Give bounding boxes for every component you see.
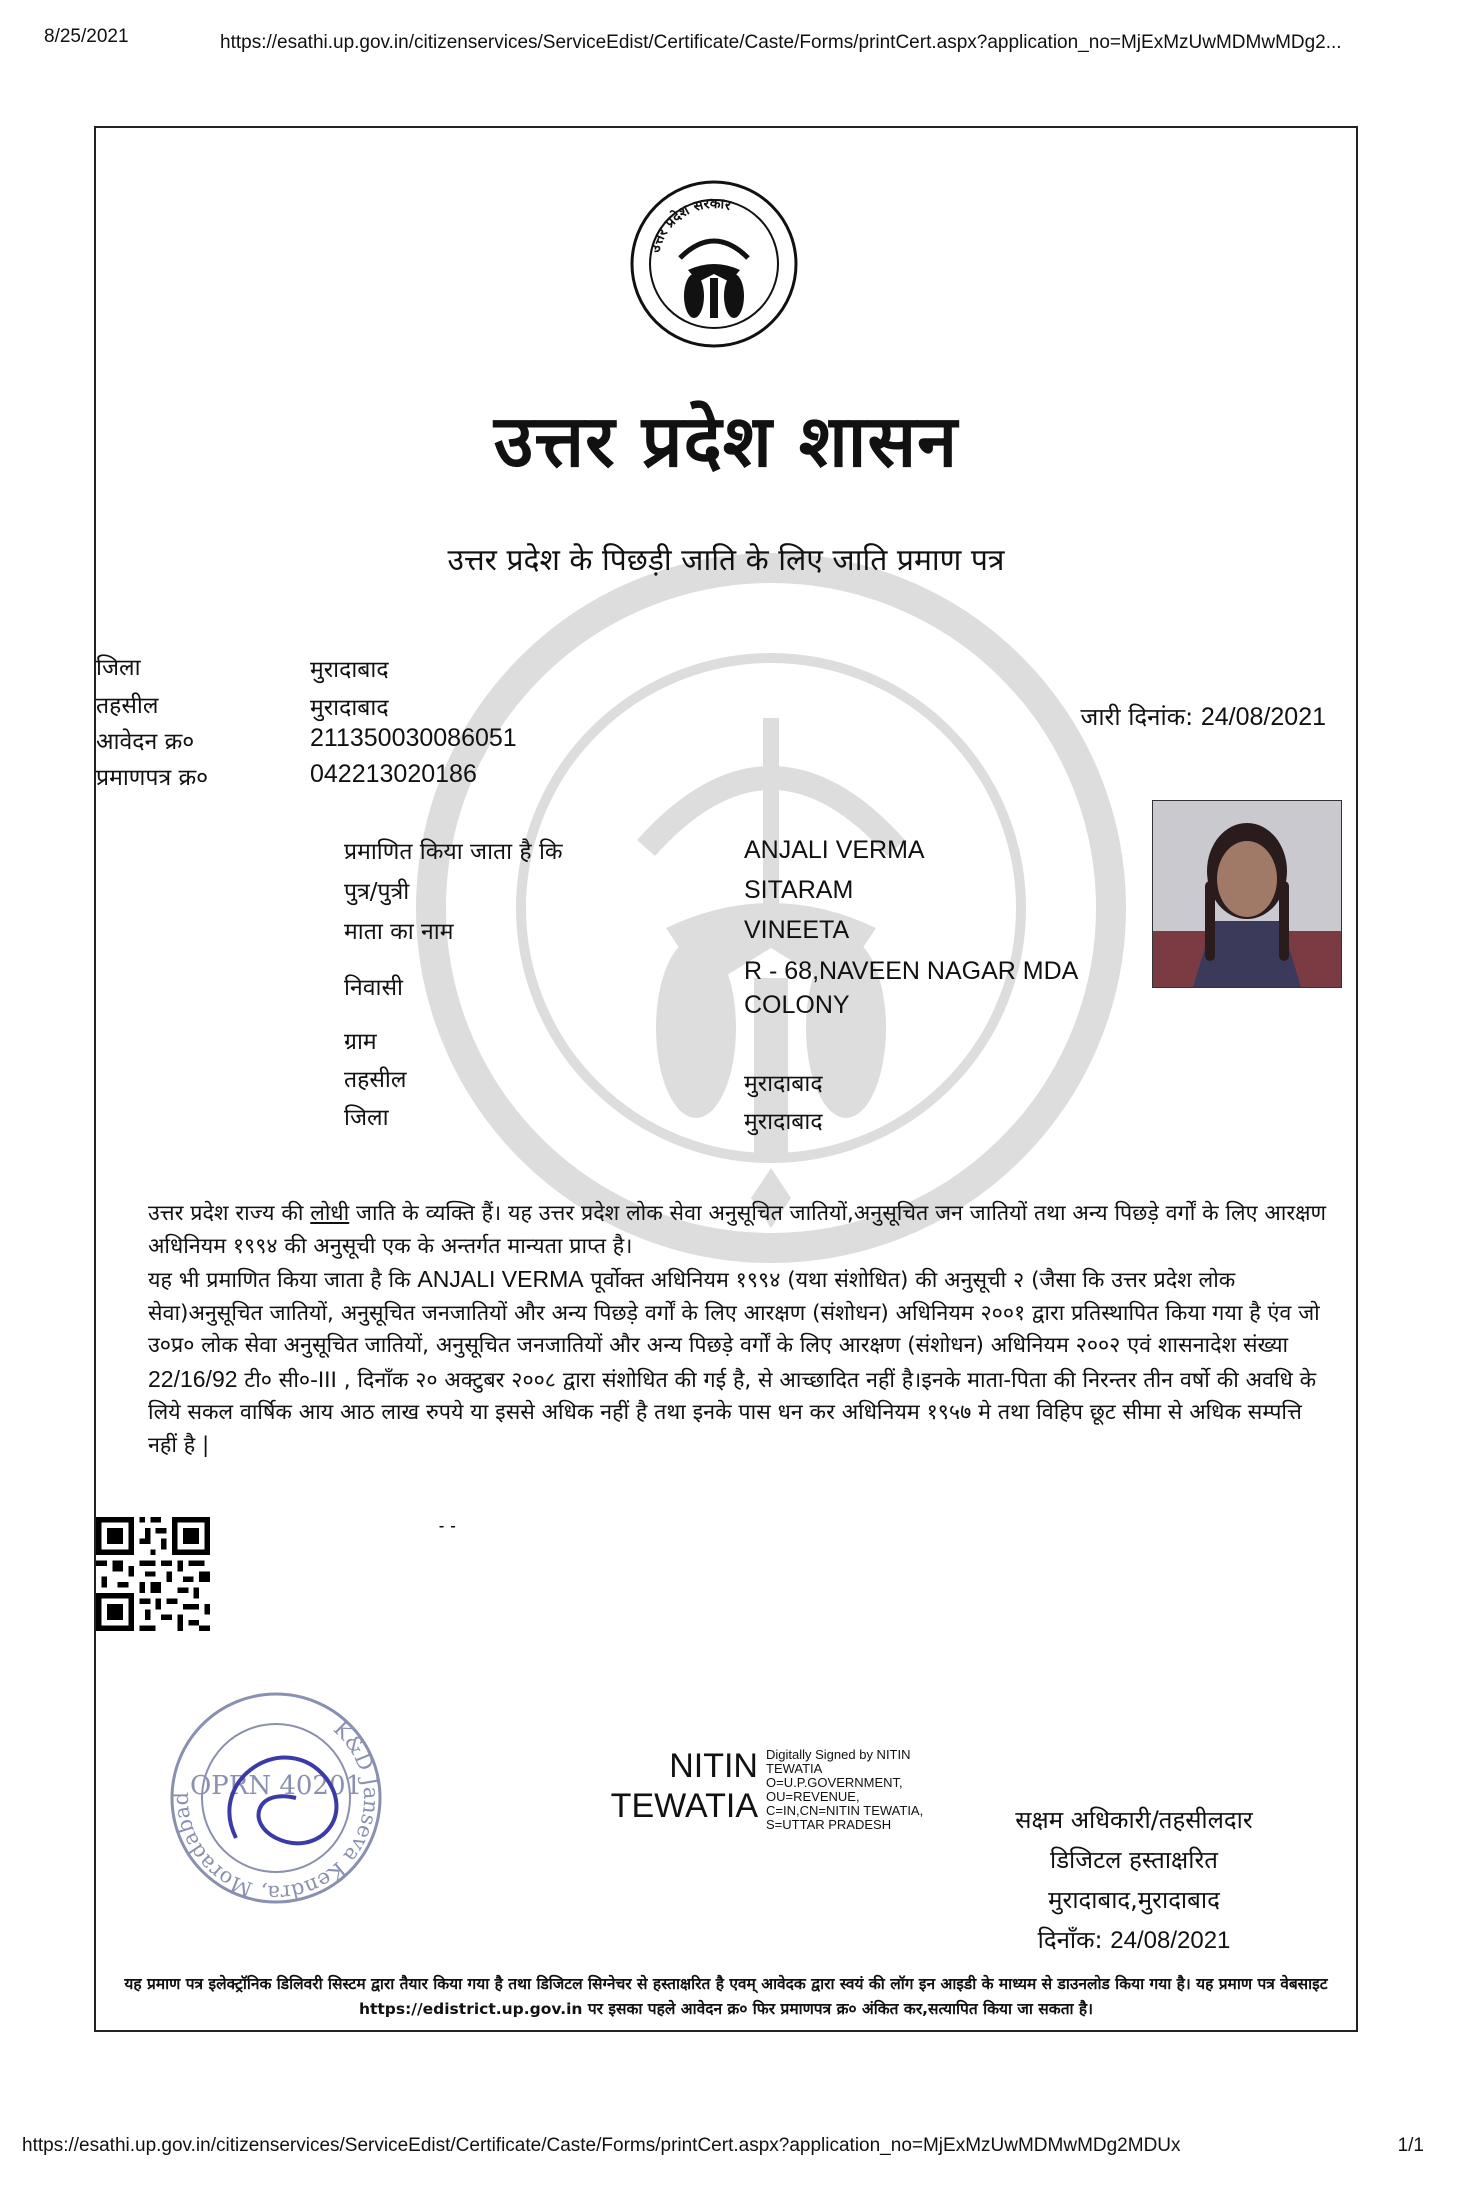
district-value: मुरादाबाद — [310, 657, 389, 683]
person-tehsil-value: मुरादाबाद — [744, 1071, 823, 1097]
stray-mark: ⁃ ⁃ — [438, 1520, 457, 1536]
digital-signature-detail: Digitally Signed by NITIN TEWATIA O=U.P.GOVERNMENT, OU=REVENUE, C=IN,CN=NITIN TEWATIA, S=UTTAR PRADESH — [766, 1747, 924, 1832]
print-url[interactable]: https://esathi.up.gov.in/citizenservices/ServiceEdist/Certificate/Caste/Forms/printCert.aspx?application_no=MjExMzUwMDMwMDg2... — [220, 32, 1342, 53]
parent-label: पुत्र/पुत्री — [344, 879, 410, 905]
footer-url[interactable]: https://esathi.up.gov.in/citizenservices/ServiceEdist/Certificate/Caste/Forms/printCert.aspx?application_no=MjExMzUwMDMwMDg2MDUx — [22, 2135, 1181, 2156]
stamp-code: OPRN 40201 — [189, 1771, 363, 1801]
applicant-photo — [1152, 800, 1342, 988]
certificate — [94, 126, 1358, 2032]
para2-applicant-name: ANJALI VERMA — [417, 1266, 584, 1292]
certificate-subtitle: उत्तर प्रदेश के पिछड़ी जाति के लिए जाति प्रमाण पत्र — [447, 543, 1005, 578]
up-government-emblem — [628, 178, 800, 350]
go-number: 22/16/92 — [148, 1365, 238, 1392]
certificate-number-value: 042213020186 — [310, 760, 477, 788]
authority-signature: डिजिटल हस्ताक्षरित — [1050, 1846, 1218, 1874]
village-label: ग्राम — [344, 1029, 377, 1055]
para2-mid: पूर्वोक्त अधिनियम १९९४ (यथा संशोधित) की अनुसूची २ (जैसा कि उत्तर प्रदेश लोक सेवा)अनुसूचित जातियों, अनुसूचित जनजातियों और अन्य पिछड़े वर्गों के लिए आरक्षण (संशोधन) अधिनियम २००१ द्वारा प्रतिस्थापित किया गया है एंव जो उ०प्र० लोक सेवा अनुसूचित जातियों, अनुसूचित जनजातियों और अन्य पिछड़े वर्गों के लिए आरक्षण (संशोधन) अधिनियम २००२ एवं शासनादेश संख्या — [148, 1268, 1320, 1358]
issue-date-label: जारी दिनांक: — [1080, 703, 1194, 731]
para1-prefix: उत्तर प्रदेश राज्य की — [148, 1201, 304, 1226]
caste-paragraph — [148, 1198, 1328, 1263]
district-label: जिला — [96, 655, 141, 681]
application-number-label: आवेदन क्र० — [96, 729, 195, 755]
certificate-title: उत्तर प्रदेश शासन — [493, 398, 959, 483]
authority-date-label: दिनाँक: — [1037, 1926, 1103, 1954]
stamp-text: K&D Janseva Kendra, Moradabad — [168, 1716, 384, 1906]
tehsil-label: तहसील — [96, 693, 159, 719]
authority-date — [984, 1920, 1284, 1961]
signer-name-line2: TEWATIA — [610, 1787, 758, 1825]
father-name: SITARAM — [744, 876, 854, 904]
certificate-number-label: प्रमाणपत्र क्र० — [96, 765, 209, 791]
applicant-name: ANJALI VERMA — [744, 836, 925, 864]
janseva-kendra-stamp — [166, 1688, 386, 1908]
authority-date-value: 24/08/2021 — [1110, 1927, 1231, 1954]
person-tehsil-label: तहसील — [344, 1067, 407, 1093]
mother-name: VINEETA — [744, 916, 850, 944]
qr-code[interactable] — [96, 1517, 210, 1631]
caste-name: लोधी — [310, 1201, 350, 1226]
authority-title: सक्षम अधिकारी/तहसीलदार — [1015, 1806, 1253, 1834]
person-district-label: जिला — [344, 1105, 389, 1131]
authority-place: मुरादाबाद,मुरादाबाद — [1048, 1886, 1220, 1914]
signer-name-line1: NITIN — [669, 1747, 758, 1785]
page-number: 1/1 — [1397, 2135, 1424, 2156]
person-district-value: मुरादाबाद — [744, 1109, 823, 1135]
authority-block — [984, 1800, 1284, 1961]
resident-label: निवासी — [344, 975, 403, 1001]
certified-label: प्रमाणित किया जाता है कि — [344, 839, 563, 865]
tehsil-value: मुरादाबाद — [310, 695, 389, 721]
issue-date-value: 24/08/2021 — [1200, 703, 1326, 731]
certification-paragraph — [148, 1263, 1328, 1462]
svg-text:K&D Janseva Kendra, Moradabad — [169, 1716, 383, 1905]
para1-rest: जाति के व्यक्ति हैं। यह उत्तर प्रदेश लोक सेवा अनुसूचित जातियों,अनुसूचित जन जातियों तथा अन्य पिछड़े वर्गों के लिए आरक्षण अधिनियम १९९४ की अनुसूची एक के अन्तर्गत मान्यता प्राप्त है। — [148, 1201, 1327, 1259]
para2-tail: टी० सी०-III , दिनाँक २० अक्टुबर २००८ द्वारा संशोधित की गई है, से आच्छादित नहीं है।इनके माता-पिता की निरन्तर तीन वर्षो की अवधि के लिये सकल वार्षिक आय आठ लाख रुपये या इससे अधिक नहीं है तथा इनके पास धन कर अधिनियम १९५७ मे तथा विहिप छूट सीमा से अधिक सम्पत्ति नहीं है | — [148, 1367, 1317, 1458]
print-date: 8/25/2021 — [44, 26, 129, 47]
watermark-emblem — [396, 548, 1146, 1268]
verification-note: यह प्रमाण पत्र इलेक्ट्रॉनिक डिलिवरी सिस्टम द्वारा तैयार किया गया है तथा डिजिटल सिग्नेचर से हस्ताक्षरित है एवम् आवेदक द्वारा स्वयं की लॉग इन आइडी के माध्यम से डाउनलोड किया गया है। यह प्रमाण पत्र वेबसाइट https://edistrict.up.gov.in पर इसका पहले आवेदन क्र० फिर प्रमाणपत्र क्र० अंकित कर,सत्यापित किया जा सकता है। — [124, 1975, 1328, 2018]
mother-label: माता का नाम — [344, 919, 454, 945]
issue-date — [1081, 700, 1326, 733]
para2-prefix: यह भी प्रमाणित किया जाता है कि — [148, 1268, 411, 1293]
emblem-text: उत्तर प्रदेश सरकार — [647, 195, 733, 255]
signer-name — [608, 1746, 758, 1826]
certificate-body — [148, 1198, 1328, 1462]
address-value: R - 68,NAVEEN NAGAR MDA COLONY — [744, 957, 1077, 1019]
application-number-value: 211350030086051 — [310, 724, 517, 752]
